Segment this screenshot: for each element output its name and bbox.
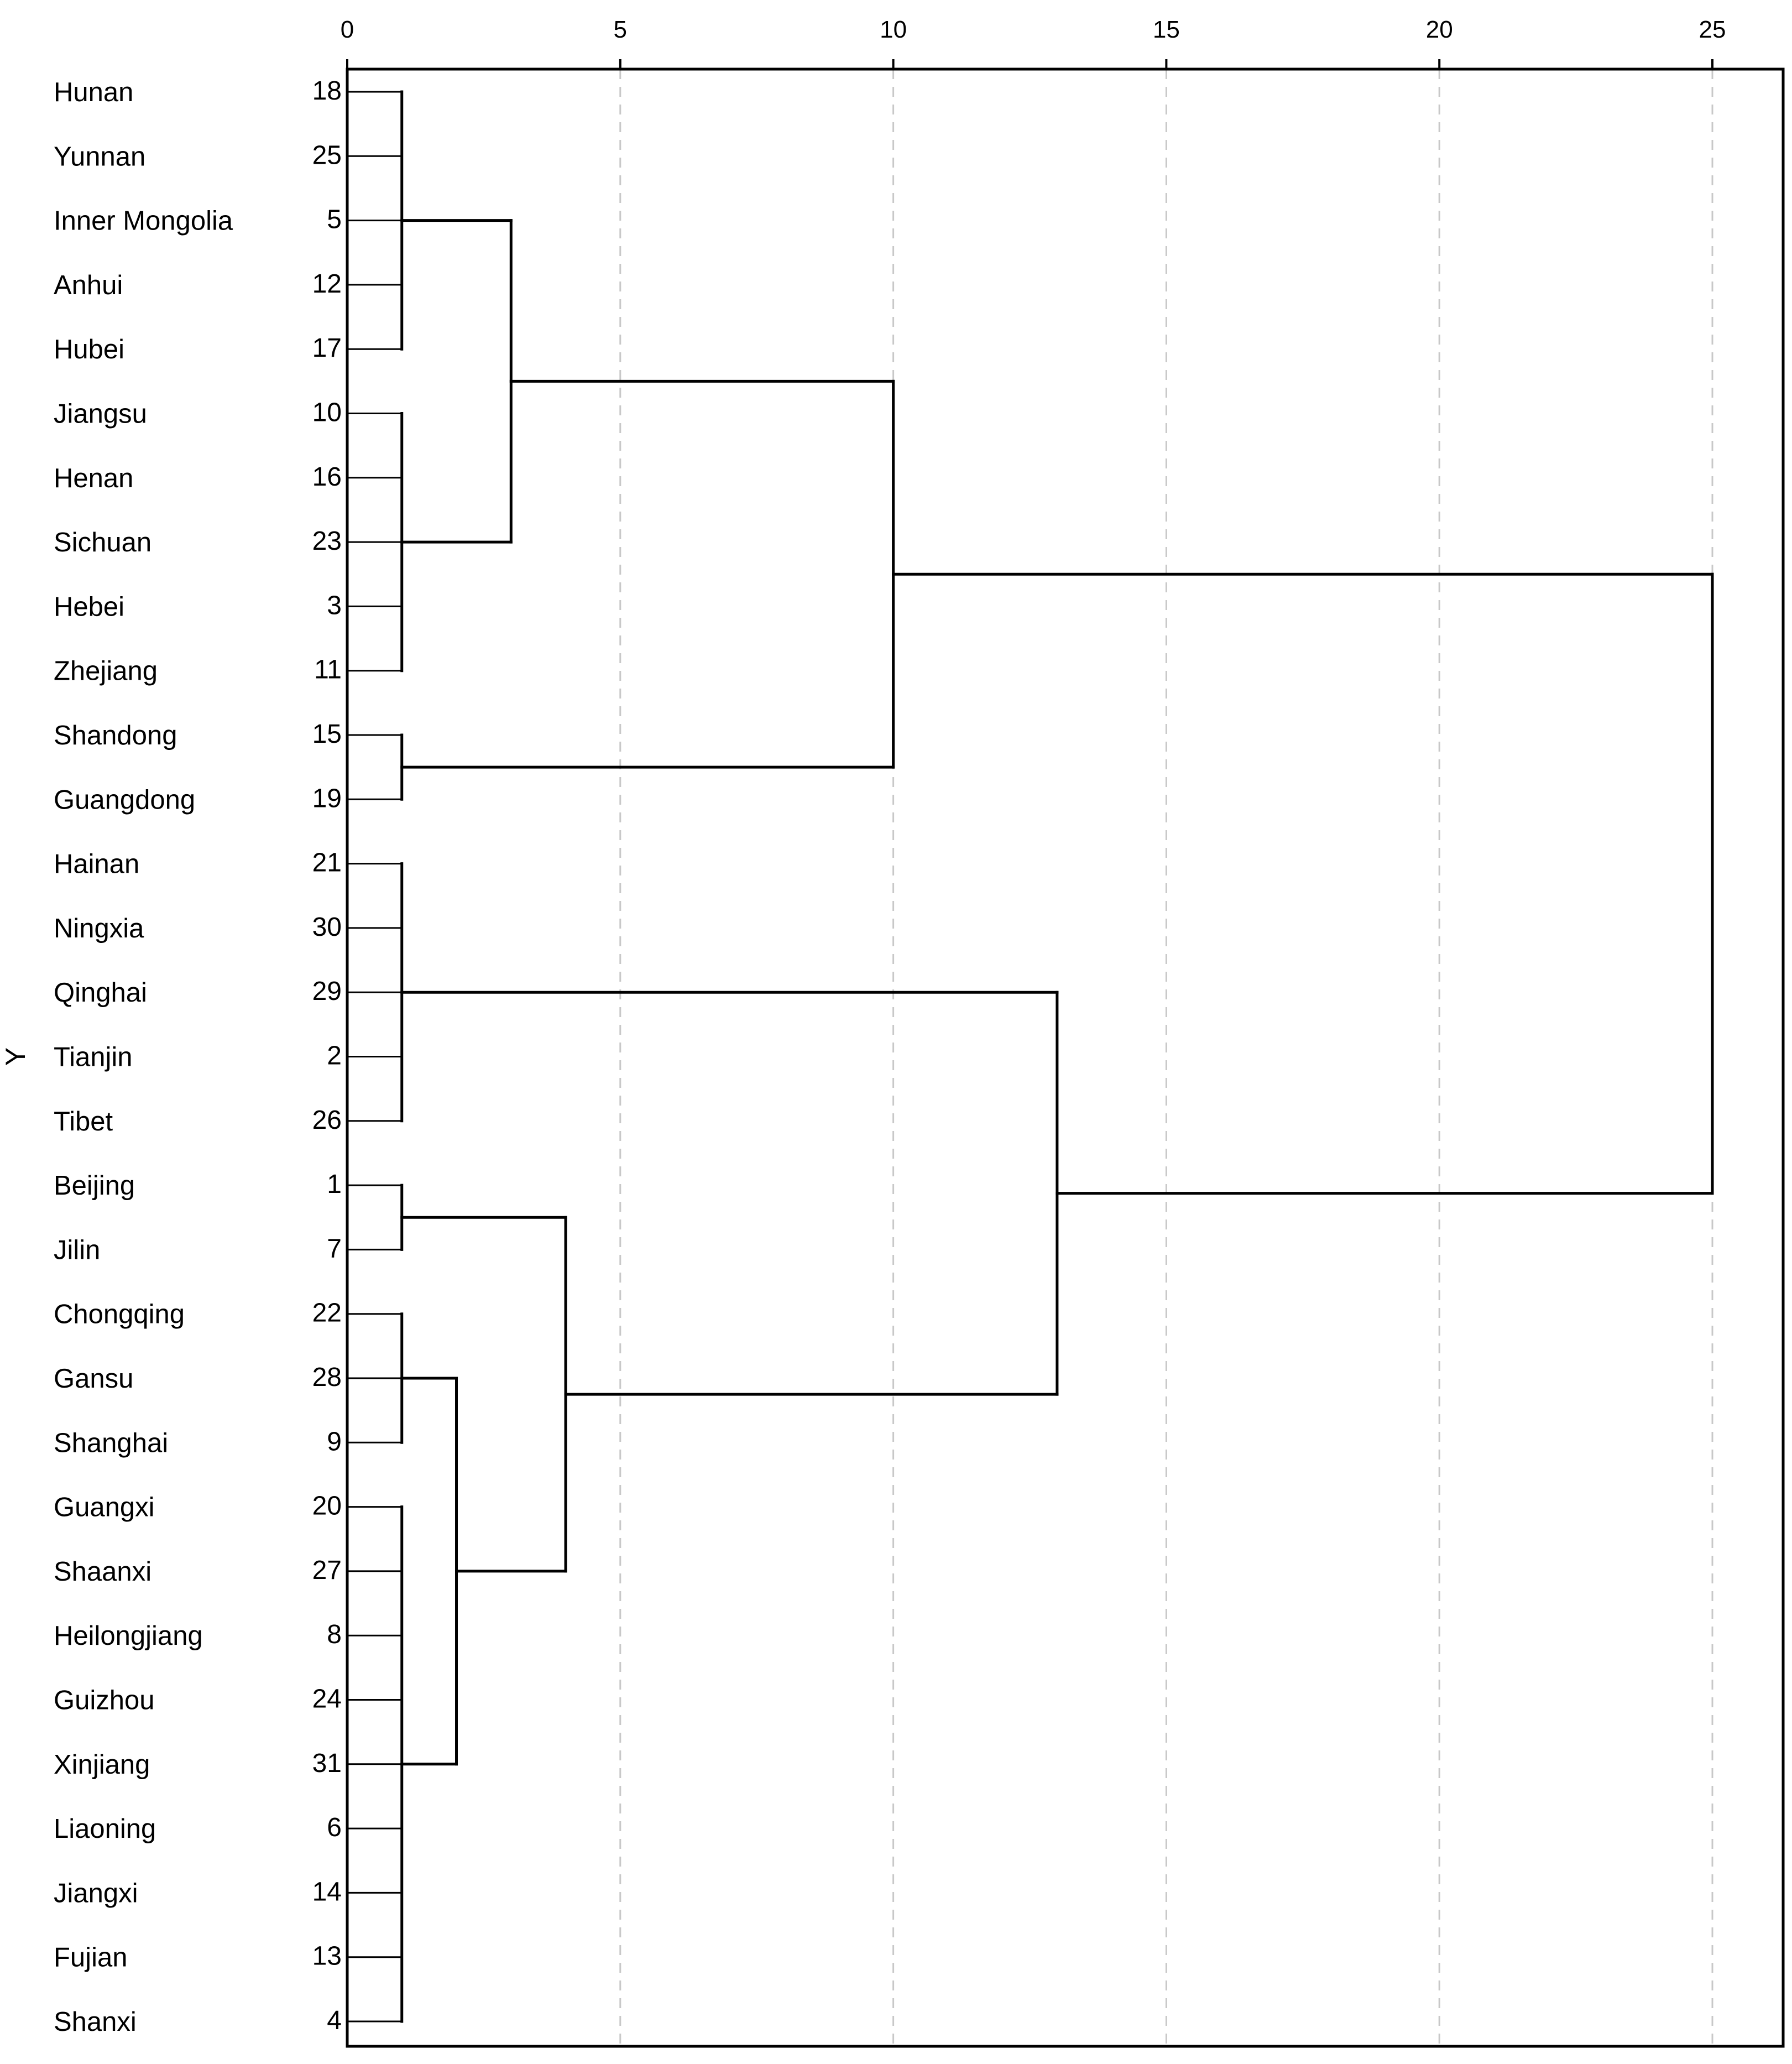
leaf-name-label: Ningxia: [54, 913, 144, 944]
leaf-case-number: 21: [312, 848, 342, 878]
leaf-name-label: Heilongjiang: [54, 1621, 203, 1651]
leaf-case-number: 16: [312, 462, 342, 492]
leaf-case-number: 4: [327, 2006, 342, 2035]
leaf-name-label: Tibet: [54, 1106, 113, 1137]
leaf-name-label: Jilin: [54, 1235, 101, 1265]
leaf-name-label: Qinghai: [54, 978, 147, 1008]
dendrogram-links: [347, 92, 1712, 2021]
leaf-case-number: 3: [327, 591, 342, 621]
x-tick-label: 15: [1152, 16, 1180, 43]
leaf-name-label: Beijing: [54, 1171, 135, 1201]
leaf-name-label: Anhui: [54, 270, 123, 300]
leaf-case-number: 24: [312, 1684, 342, 1714]
leaf-name-label: Shanghai: [54, 1428, 169, 1458]
leaf-name-label: Shaanxi: [54, 1556, 152, 1587]
leaf-case-number: 12: [312, 269, 342, 299]
leaf-name-label: Hubei: [54, 335, 125, 365]
x-axis-ticks: [341, 16, 1726, 69]
leaf-case-number: 27: [312, 1555, 342, 1585]
leaf-case-number: 28: [312, 1363, 342, 1392]
leaf-name-label: Xinjiang: [54, 1749, 150, 1780]
x-tick-label: 5: [613, 16, 628, 43]
leaf-name-label: Hebei: [54, 592, 125, 622]
x-tick-label: 10: [880, 16, 907, 43]
leaf-name-label: Yunnan: [54, 142, 146, 172]
leaf-case-number: 18: [312, 76, 342, 106]
leaf-case-number: 29: [312, 977, 342, 1007]
leaf-case-number: 23: [312, 527, 342, 556]
leaf-labels: [54, 76, 342, 2037]
leaf-name-label: Gansu: [54, 1364, 134, 1394]
leaf-name-label: Guangxi: [54, 1492, 155, 1523]
leaf-name-label: Inner Mongolia: [54, 206, 233, 236]
leaf-case-number: 19: [312, 784, 342, 814]
leaf-case-number: 22: [312, 1298, 342, 1328]
leaf-case-number: 2: [327, 1041, 342, 1071]
leaf-case-number: 8: [327, 1620, 342, 1650]
leaf-case-number: 30: [312, 912, 342, 942]
leaf-case-number: 26: [312, 1105, 342, 1135]
leaf-name-label: Fujian: [54, 1942, 128, 1973]
leaf-case-number: 5: [327, 205, 342, 234]
leaf-case-number: 9: [327, 1427, 342, 1457]
leaf-case-number: 7: [327, 1234, 342, 1264]
leaf-name-label: Liaoning: [54, 1814, 156, 1844]
leaf-case-number: 20: [312, 1491, 342, 1521]
leaf-name-label: Zhejiang: [54, 656, 158, 686]
x-tick-label: 20: [1425, 16, 1453, 43]
leaf-case-number: 13: [312, 1941, 342, 1971]
grid-layer: [620, 69, 1712, 2046]
leaf-name-label: Hunan: [54, 77, 134, 107]
leaf-case-number: 14: [312, 1877, 342, 1907]
leaf-case-number: 10: [312, 398, 342, 428]
leaf-name-label: Chongqing: [54, 1299, 185, 1330]
leaf-name-label: Jiangxi: [54, 1878, 138, 1909]
leaf-name-label: Guizhou: [54, 1685, 155, 1716]
leaf-case-number: 25: [312, 140, 342, 170]
leaf-case-number: 17: [312, 333, 342, 363]
leaf-name-label: Shanxi: [54, 2007, 137, 2037]
leaf-name-label: Shandong: [54, 721, 177, 750]
leaf-name-label: Hainan: [54, 849, 140, 879]
leaf-case-number: 31: [312, 1748, 342, 1778]
leaf-name-label: Sichuan: [54, 528, 152, 558]
leaf-case-number: 6: [327, 1813, 342, 1843]
leaf-name-label: Guangdong: [54, 785, 196, 815]
leaf-name-label: Tianjin: [54, 1042, 133, 1072]
leaf-name-label: Jiangsu: [54, 399, 147, 429]
x-tick-label: 25: [1699, 16, 1726, 43]
x-tick-label: 0: [340, 16, 354, 43]
leaf-name-label: Henan: [54, 463, 134, 493]
leaf-case-number: 11: [314, 655, 342, 685]
y-axis-label: Y: [0, 1047, 31, 1066]
leaf-case-number: 1: [327, 1170, 342, 1200]
leaf-case-number: 15: [312, 720, 342, 749]
plot-frame: [347, 69, 1783, 2046]
